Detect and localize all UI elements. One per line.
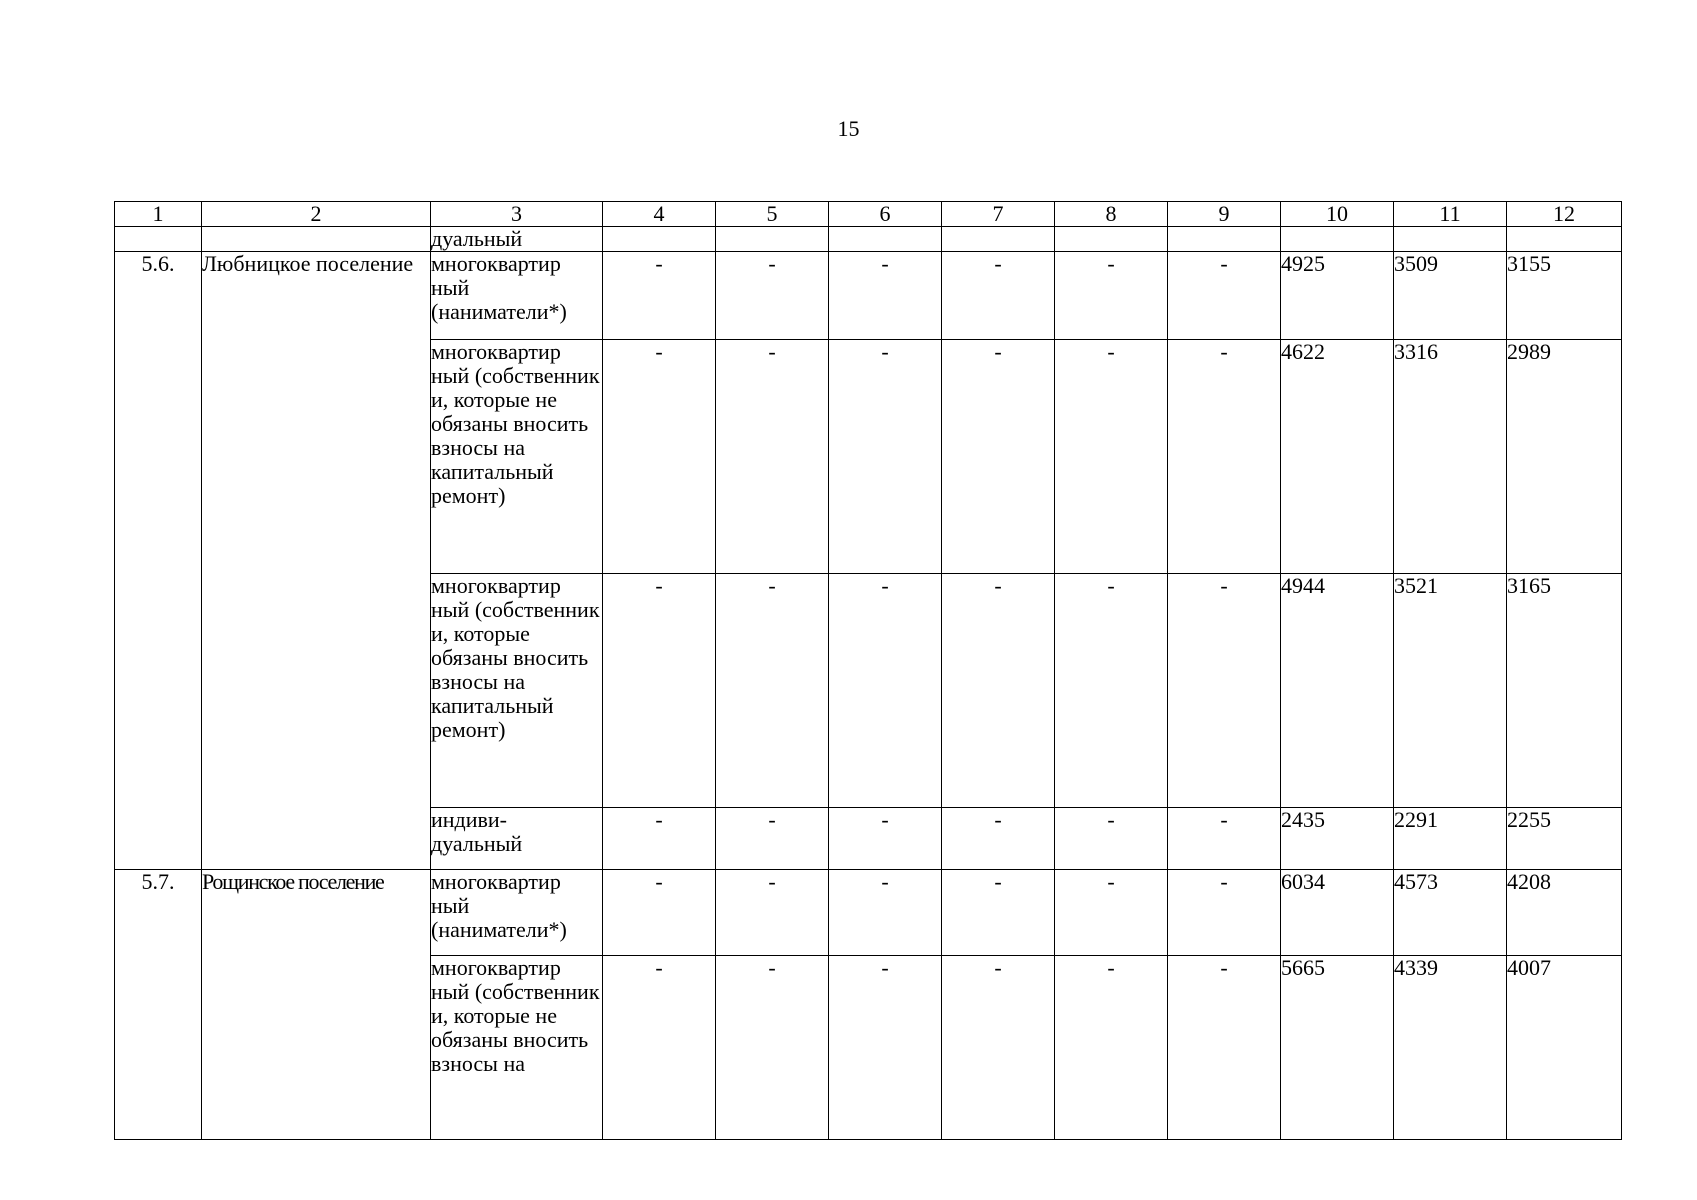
column-number: 9 [1168,202,1281,227]
settlement-name-cell [202,870,431,1140]
column-number: 7 [942,202,1055,227]
value-cell: 3521 [1394,574,1507,808]
dash-cell: - [942,870,1055,956]
dash-cell: - [1055,808,1168,870]
dash-cell: - [1168,340,1281,574]
dash-cell: - [829,574,942,808]
value-cell: 3316 [1394,340,1507,574]
column-number: 12 [1507,202,1622,227]
value-cell: 3165 [1507,574,1622,808]
column-number: 6 [829,202,942,227]
column-number: 11 [1394,202,1507,227]
dash-cell: - [1055,956,1168,1140]
dash-cell: - [716,574,829,808]
value-cell: 2989 [1507,340,1622,574]
value-cell: 2291 [1394,808,1507,870]
dash-cell: - [942,574,1055,808]
value-cell: 4925 [1281,252,1394,340]
dash-cell: - [716,340,829,574]
table-cell [1281,227,1394,252]
dash-cell: - [716,870,829,956]
table-row [115,870,1622,956]
housing-type-cell: многоквартир ный (собственник и, которые обязаны вносить взносы на капитальный ремонт) [431,574,603,808]
dash-cell: - [829,340,942,574]
table-cell [202,227,431,252]
dash-cell: - [829,870,942,956]
dash-cell: - [716,956,829,1140]
dash-cell: - [603,956,716,1140]
housing-type-cell: многоквартир ный (собственник и, которые не обязаны вносить взносы на [431,956,603,1140]
value-cell: 2255 [1507,808,1622,870]
table-cell [115,227,202,252]
row-number-cell: 5.7. [115,870,202,1140]
housing-type-cell: многоквартир ный (наниматели*) [431,870,603,956]
dash-cell: - [716,808,829,870]
dash-cell: - [1168,252,1281,340]
housing-type-cell [431,252,603,340]
column-number: 2 [202,202,431,227]
housing-type-cell: дуальный [431,227,603,252]
housing-type-cell: индиви- дуальный [431,808,603,870]
dash-cell: - [1168,870,1281,956]
table-cell [942,227,1055,252]
page-number: 15 [837,116,860,141]
dash-cell: - [603,870,716,956]
settlement-name-label: Рощинское поселение [202,869,384,894]
dash-cell: - [942,956,1055,1140]
dash-cell: - [603,340,716,574]
dash-cell: - [942,340,1055,574]
table-cell [1394,227,1507,252]
column-number: 10 [1281,202,1394,227]
column-number: 8 [1055,202,1168,227]
dash-cell: - [1055,870,1168,956]
dash-cell: - [942,808,1055,870]
table-row [115,252,1622,340]
row-number-cell: 5.6. [115,252,202,870]
column-number: 4 [603,202,716,227]
value-cell: 4339 [1394,956,1507,1140]
value-cell: 3155 [1507,252,1622,340]
dash-cell: - [1055,252,1168,340]
table-cell [1507,227,1622,252]
table-cell [1168,227,1281,252]
dash-cell: - [603,252,716,340]
table-cell [716,227,829,252]
value-cell: 4622 [1281,340,1394,574]
dash-cell: - [1168,574,1281,808]
value-cell: 4208 [1507,870,1622,956]
dash-cell: - [1055,340,1168,574]
value-cell: 3509 [1394,252,1507,340]
dash-cell: - [603,574,716,808]
dash-cell: - [603,808,716,870]
value-cell: 6034 [1281,870,1394,956]
table-cell [603,227,716,252]
column-number-row [115,202,1622,227]
value-cell: 4007 [1507,956,1622,1140]
dash-cell: - [1168,808,1281,870]
column-number: 5 [716,202,829,227]
dash-cell: - [829,808,942,870]
table-cell [829,227,942,252]
continuation-row [115,227,1622,252]
dash-cell: - [716,252,829,340]
dash-cell: - [829,956,942,1140]
dash-cell: - [1055,574,1168,808]
value-cell: 5665 [1281,956,1394,1140]
housing-type-cell: многоквартир ный (собственник и, которые не обязаны вносить взносы на капитальный ремонт) [431,340,603,574]
column-number: 1 [115,202,202,227]
table-cell [1055,227,1168,252]
housing-type-label: многоквартир ный (наниматели*) [431,251,567,324]
dash-cell: - [1168,956,1281,1140]
settlement-name-cell: Любницкое поселение [202,252,431,870]
dash-cell: - [942,252,1055,340]
dash-cell: - [829,252,942,340]
value-cell: 4944 [1281,574,1394,808]
value-cell: 4573 [1394,870,1507,956]
column-number: 3 [431,202,603,227]
value-cell: 2435 [1281,808,1394,870]
tariff-table [114,201,1622,1140]
